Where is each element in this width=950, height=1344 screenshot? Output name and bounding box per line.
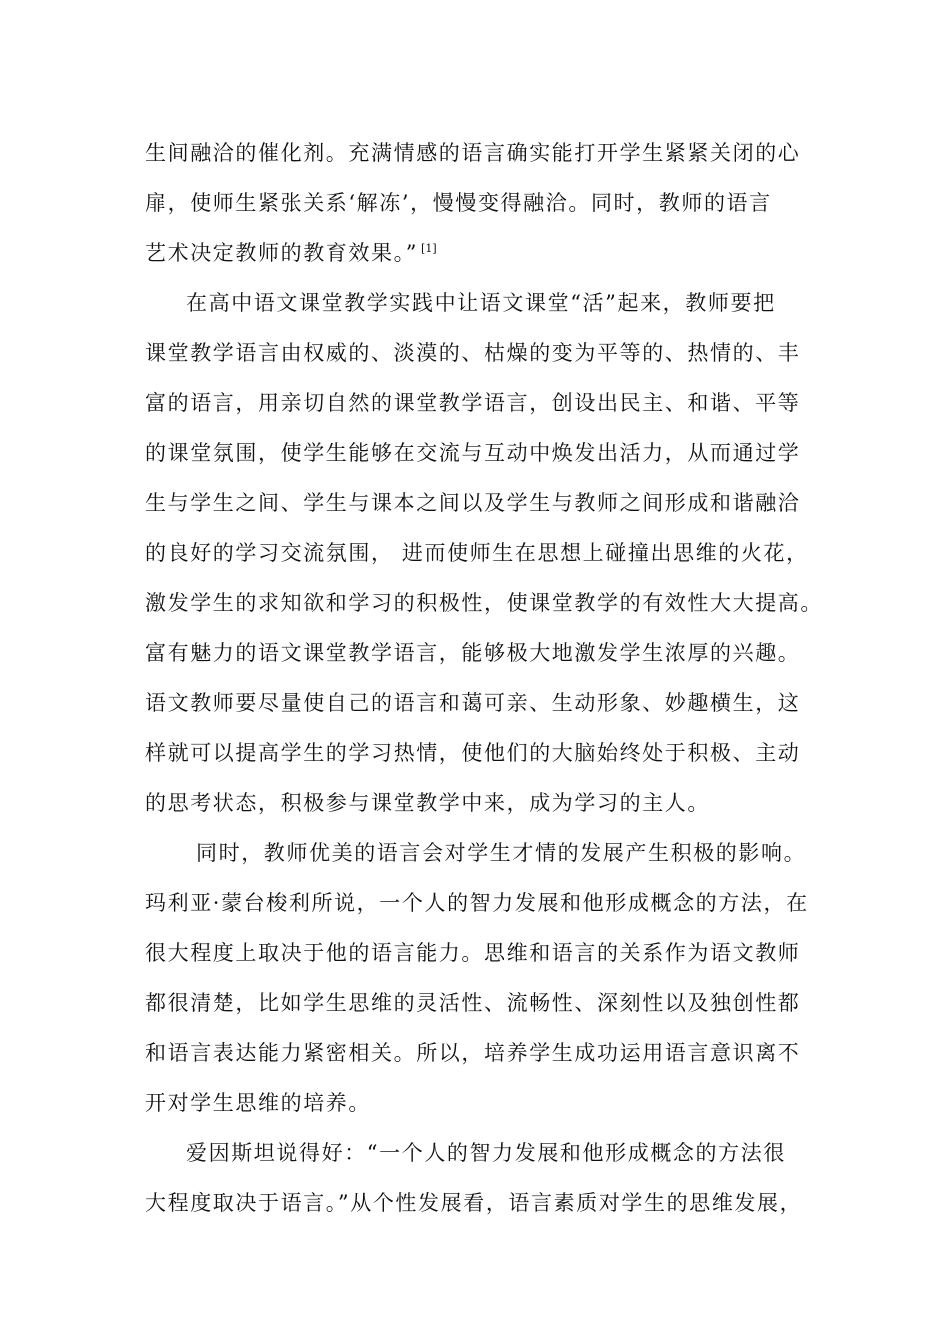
text-line: 开对学生思维的培养。 (145, 1091, 371, 1115)
text-line: 大程度取决于语言。”从个性发展看，语言素质对学生的思维发展， (145, 1191, 803, 1215)
text-line: 玛利亚·蒙台梭利所说，一个人的智力发展和他形成概念的方法，在 (145, 891, 809, 915)
text-line: 的思考状态，积极参与课堂教学中来，成为学习的主人。 (145, 791, 710, 815)
text-line: 的良好的学习交流氛围， 进而使师生在思想上碰撞出思维的火花， (145, 541, 809, 565)
paragraph-start-line: 同时，教师优美的语言会对学生才情的发展产生积极的影响。 (196, 841, 807, 865)
text-line: 激发学生的求知欲和学习的积极性，使课堂教学的有效性大大提高。 (145, 591, 823, 615)
text-line: 生间融洽的催化剂。充满情感的语言确实能打开学生紧紧关闭的心 (145, 141, 801, 165)
text-line: 富有魅力的语文课堂教学语言，能够极大地激发学生浓厚的兴趣。 (145, 641, 801, 665)
text-line: 样就可以提高学生的学习热情，使他们的大脑始终处于积极、主动 (145, 741, 801, 765)
text-line: 语文教师要尽量使自己的语言和蔼可亲、生动形象、妙趣横生，这 (145, 691, 801, 715)
text-line (145, 239, 437, 267)
text-line: 扉，使师生紧张关系‘解冻’，慢慢变得融洽。同时，教师的语言 (145, 191, 772, 215)
paragraph-start-line: 在高中语文课堂教学实践中让语文课堂“活”起来，教师要把 (186, 291, 776, 315)
text-line: 生与学生之间、学生与课本之间以及学生与教师之间形成和谐融洽 (145, 491, 801, 515)
paragraph-start-line: 爱因斯坦说得好：“一个人的智力发展和他形成概念的方法很 (186, 1141, 786, 1165)
text-line: 和语言表达能力紧密相关。所以，培养学生成功运用语言意识离不 (145, 1041, 801, 1065)
text-line: 都很清楚，比如学生思维的灵活性、流畅性、深刻性以及独创性都 (145, 991, 801, 1015)
text-line-content: 艺术决定教师的教育效果。” (145, 241, 419, 265)
text-line: 的课堂氛围，使学生能够在交流与互动中焕发出活力，从而通过学 (145, 441, 801, 465)
text-line: 课堂教学语言由权威的、淡漠的、枯燥的变为平等的、热情的、丰 (145, 341, 801, 365)
citation-marker: [1] (421, 242, 437, 255)
text-line: 富的语言，用亲切自然的课堂教学语言，创设出民主、和谐、平等 (145, 391, 801, 415)
text-line: 很大程度上取决于他的语言能力。思维和语言的关系作为语文教师 (145, 941, 801, 965)
